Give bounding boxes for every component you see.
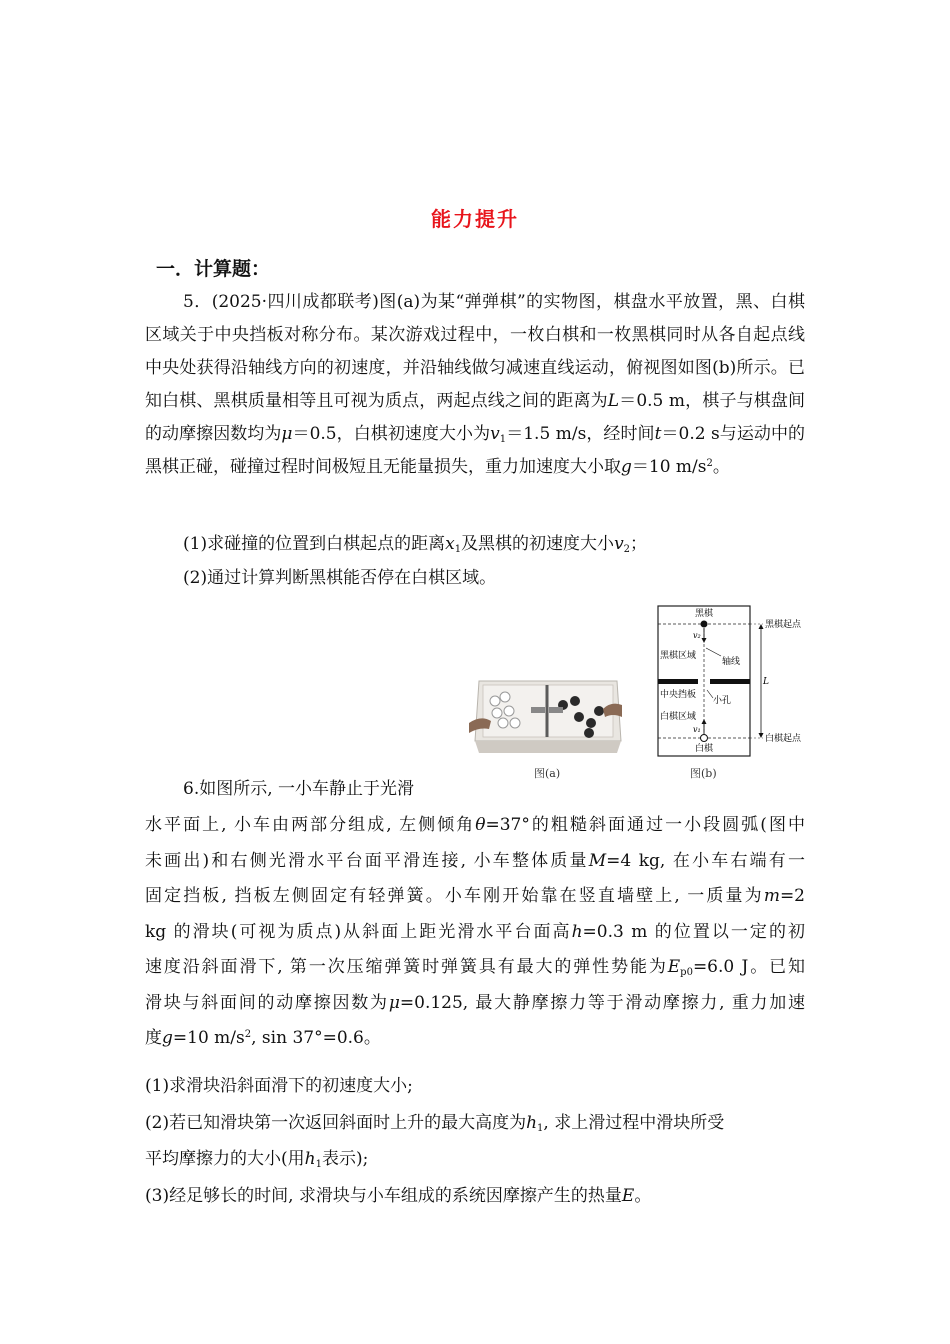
label-center-board: 中央挡板 — [660, 690, 697, 700]
figure-a-caption: 图(a) — [534, 767, 561, 780]
problem-5-question-1: (1)求碰撞的位置到白棋起点的距离$x_1$及黑棋的初速度大小$v_2$； — [183, 534, 648, 555]
problem-6-line-2: 水平面上, 小车由两部分组成, 左侧倾角θ=37°的粗糙斜面通过一小段圆弧(图中 — [145, 815, 805, 835]
label-white-zone: 白棋区域 — [660, 712, 697, 722]
problem-6-question-1: (1)求滑块沿斜面滑下的初速度大小; — [145, 1076, 413, 1096]
page-title: 能力提升 — [431, 207, 519, 231]
label-black-zone: 黑棋区域 — [660, 651, 697, 661]
label-hole: 小孔 — [713, 696, 732, 706]
section-heading: 一．计算题： — [156, 258, 271, 280]
problem-6-line-4: 固定挡板, 挡板左侧固定有轻弹簧。小车刚开始靠在竖直墙壁上, 一质量为m=2 — [145, 886, 805, 906]
black-piece-marker — [701, 621, 708, 628]
label-v1: v₁ — [693, 725, 701, 734]
problem-6-text — [145, 808, 805, 1057]
problem-6-line-8: 度g=10 $m/s^2$, sin 37°=0.6。 — [145, 1028, 381, 1048]
figure-b-caption: 图(b) — [690, 767, 717, 780]
label-black-start: 黑棋起点 — [765, 620, 802, 630]
white-piece-marker — [701, 735, 708, 742]
label-axis: 轴线 — [722, 657, 741, 667]
problem-6-question-3: (3)经足够长的时间, 求滑块与小车组成的系统因摩擦产生的热量E。 — [145, 1186, 652, 1206]
problem-6-line-7: 滑块与斜面间的动摩擦因数为μ=0.125, 最大静摩擦力等于滑动摩擦力, 重力加速 — [145, 992, 806, 1013]
problem-5-text: 5．(2025·四川成都联考)图(a)为某“弹弹棋”的实物图，棋盘水平放置，黑、白棋区域关于中央挡板对称分布。某次游戏过程中，一枚白棋和一枚黑棋同时从各自起点线中央处获得沿轴线方向的初速度，并沿轴线做匀减速直线运动，俯视图如图(b)所示。已知白棋、黑棋质量相等且可视为质点，两起点线之间的距离为L＝0.5 m，棋子与棋盘间的动摩擦因数均为μ＝0.5，白棋初速度大小为$v_1=1.5$ m/s，经时间t＝0.2 s与运动中的黑棋正碰，碰撞过程时间极短且无能量损失，重力加速度大小取g＝10 $m/s^2$。 — [145, 292, 806, 477]
figure-a-photo — [467, 671, 624, 761]
problem-5-question-2: (2)通过计算判断黑棋能否停在白棋区域。 — [183, 568, 497, 588]
label-black-piece: 黑棋 — [694, 609, 714, 619]
figure-b-diagram — [655, 604, 815, 780]
problem-6-question-2: (2)若已知滑块第一次返回斜面时上升的最大高度为$h_1$, 求上滑过程中滑块所受 — [145, 1113, 725, 1134]
label-L: L — [763, 677, 769, 687]
problem-6-line-5: kg 的滑块(可视为质点)从斜面上距光滑水平台面高h=0.3 m 的位置以一定的初 — [145, 921, 805, 942]
label-v2: v₂ — [693, 631, 701, 640]
label-white-start: 白棋起点 — [765, 734, 802, 744]
problem-6-line-3: 未画出)和右侧光滑水平台面平滑连接, 小车整体质量M=4 kg, 在小车右端有一 — [145, 850, 805, 871]
label-white-piece: 白棋 — [694, 744, 714, 754]
problem-6-question-2-cont: 平均摩擦力的大小(用$h_1$表示); — [145, 1149, 369, 1170]
problem-6-line-6: 速度沿斜面滑下, 第一次压缩弹簧时弹簧具有最大的弹性势能为$E_{p0}=6.0$ J。已知 — [145, 957, 805, 978]
problem-6-first-line: 6.如图所示, 一小车静止于光滑 — [183, 779, 415, 799]
